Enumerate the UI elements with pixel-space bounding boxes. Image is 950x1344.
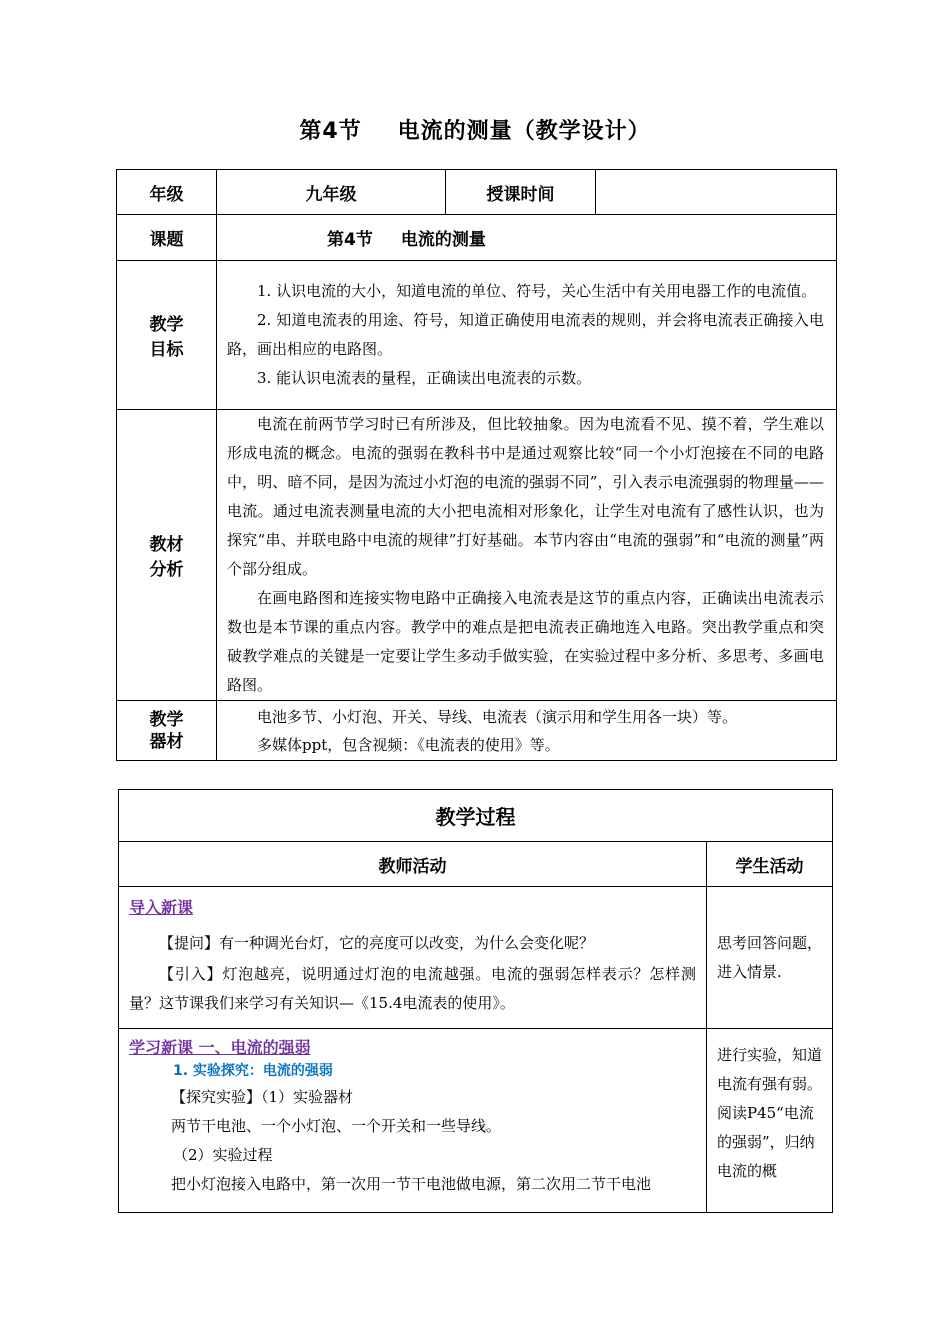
- lesson-info-table: [116, 169, 837, 761]
- new-line: 两节干电池、一个小灯泡、一个开关和一些导线。: [171, 1117, 502, 1135]
- topic-value: 第4节 电流的测量: [217, 215, 837, 261]
- time-label: 授课时间: [446, 170, 596, 215]
- new-student-cell: 进行实验，知道电流有强有弱。阅读P45“电流的强弱”，归纳电流的概: [707, 1029, 833, 1213]
- grade-label: 年级: [117, 170, 217, 215]
- goals-content: [217, 261, 837, 410]
- intro-line: 【引入】灯泡越亮，说明通过灯泡的电流越强。电流的强弱怎样表示？怎样测量？这节课我们来学习有关知识—《15.4电流表的使用》。: [129, 965, 696, 1012]
- new-teacher-cell: [119, 1029, 707, 1213]
- analysis-paragraph: 在画电路图和连接实物电路中正确接入电流表是这节的重点内容，正确读出电流表示数也是本节课的重点内容。教学中的难点是把电流表正确地连入电路。突出教学重点和突破教学难点的关键是一定要让学生多动手做实验，在实验过程中多分析、多思考、多画电路图。: [227, 589, 824, 694]
- goals-label: 教学 目标: [117, 261, 217, 410]
- teacher-activity-header: 教师活动: [119, 842, 707, 887]
- goal-item: 1. 认识电流的大小，知道电流的单位、符号，关心生活中有关用电器工作的电流值。: [257, 282, 817, 300]
- topic-label: 课题: [117, 215, 217, 261]
- grade-value: 九年级: [217, 170, 446, 215]
- new-line: 【探究实验】（1）实验器材: [171, 1088, 354, 1106]
- new-lesson-heading-link[interactable]: 学习新课 一、电流的强弱: [129, 1038, 311, 1057]
- intro-teacher-cell: [119, 887, 707, 1029]
- goal-item: 3. 能认识电流表的量程，正确读出电流表的示数。: [257, 369, 592, 387]
- equip-content: [217, 701, 837, 761]
- page-title: 第4节 电流的测量（教学设计）: [299, 119, 651, 144]
- intro-heading-link[interactable]: 导入新课: [129, 898, 194, 917]
- experiment-subheading: 1. 实验探究：电流的强弱: [173, 1063, 333, 1079]
- student-activity-header: 学生活动: [707, 842, 833, 887]
- goal-item: 2. 知道电流表的用途、符号，知道正确使用电流表的规则，并会将电流表正确接入电路，画出相应的电路图。: [227, 311, 824, 358]
- intro-student-cell: 思考回答问题，进入情景.: [707, 887, 833, 1029]
- teaching-process-table: [118, 789, 833, 1213]
- process-title: 教学过程: [119, 790, 833, 842]
- equip-item: 多媒体ppt，包含视频：《电流表的使用》等。: [257, 735, 560, 754]
- intro-line: 【提问】有一种调光台灯，它的亮度可以改变，为什么会变化呢？: [159, 934, 595, 952]
- analysis-content: [217, 410, 837, 701]
- equip-label: 教学 器材: [117, 701, 217, 761]
- equip-item: 电池多节、小灯泡、开关、导线、电流表（演示用和学生用各一块）等。: [257, 707, 738, 726]
- new-line: （2）实验过程: [173, 1146, 273, 1164]
- time-value: [596, 170, 837, 215]
- new-line: 把小灯泡接入电路中，第一次用一节干电池做电源，第二次用二节干电池: [171, 1175, 652, 1193]
- analysis-paragraph: 电流在前两节学习时已有所涉及，但比较抽象。因为电流看不见、摸不着，学生难以形成电流的概念。电流的强弱在教科书中是通过观察比较“同一个小灯泡接在不同的电路中，明、暗不同，是因为流过小灯泡的电流的强弱不同”，引入表示电流强弱的物理量——电流。通过电流表测量电流的大小把电流相对形象化，让学生对电流有了感性认识，也为探究“串、并联电路中电流的规律”打好基础。本节内容由“电流的强弱”和“电流的测量”两个部分组成。: [227, 415, 824, 578]
- analysis-label: 教材 分析: [117, 410, 217, 701]
